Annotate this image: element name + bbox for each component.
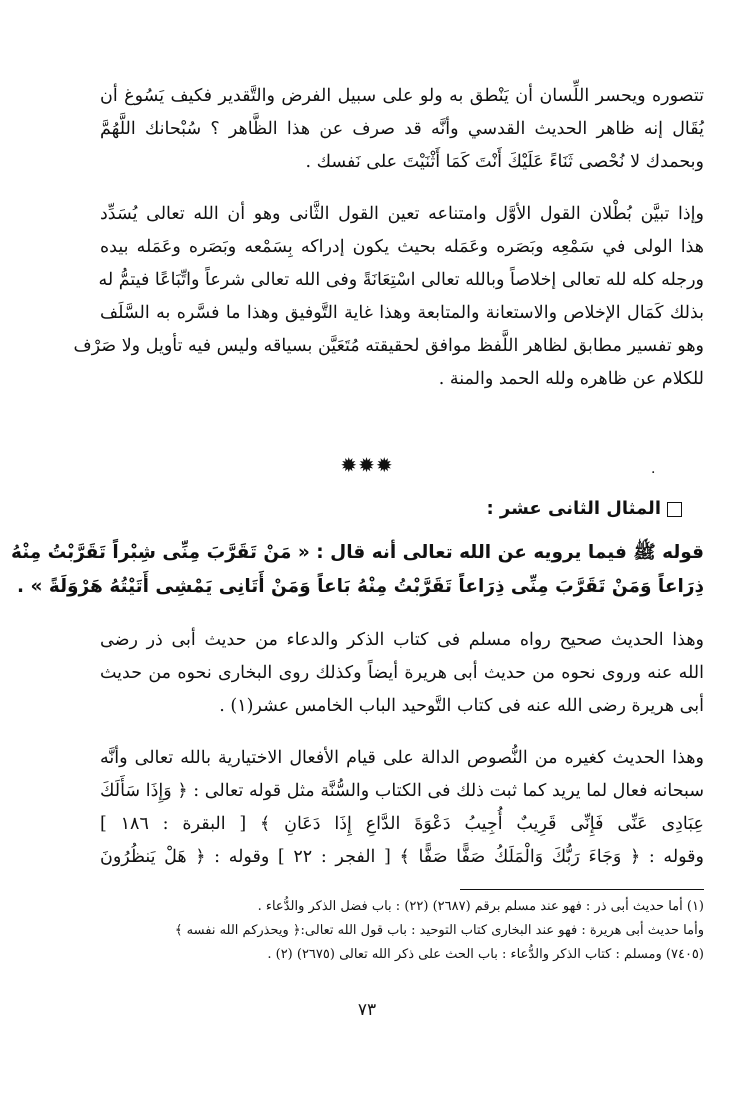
paragraph-1 — [100, 80, 704, 179]
hadith-text — [10, 536, 704, 604]
text-line: بذلك كَمَال الإخلاص والاستعانة والمتابعة وهذا غاية التَّوفيق وهذا ما فسَّره به السَّلَف — [100, 303, 704, 323]
text-line: تتصوره ويحسر اللِّسان أن يَنْطق به ولو على سبيل الفرض والتَّقدير فكيف يَسُوغ أن — [100, 86, 704, 106]
hadith-line: ذِرَاعاً وَمَنْ تَقَرَّبَ مِنِّى ذِرَاعاً تَقَرَّبْتُ مِنْهُ بَاعاً وَمَنْ أَتَانِى يَمْشِى أَتَيْتُهُ هَرْوَلَةً » . — [17, 576, 704, 597]
text-line: للكلام عن ظاهره ولله الحمد والمنة . — [438, 369, 704, 389]
text-line: وبحمدك لا نُحْصى ثَنَاءً عَلَيْكَ أَنْتَ كَمَا أَثْنَيْتَ على نَفسك . — [305, 152, 704, 172]
text-line: وهذا الحديث كغيره من النُّصوص الدالة على قيام الأفعال الاختيارية بالله تعالى وأنَّه — [100, 748, 704, 768]
square-bullet-icon — [667, 502, 682, 517]
text-line: وهذا الحديث صحيح رواه مسلم فى كتاب الذكر والدعاء من حديث أبى ذر رضى — [100, 630, 704, 650]
text-line: يُقَال إنه ظاهر الحديث القدسي وأنَّه قد صرف عن هذا الظَّاهر ؟ سُبْحانك اللَّهُمَّ — [100, 119, 704, 139]
heading-text: المثال الثانى عشر : — [486, 498, 661, 519]
footnote-separator — [460, 889, 704, 890]
paragraph-4 — [100, 742, 704, 874]
text-line: أبى هريرة رضى الله عنه فى كتاب التَّوحيد الباب الخامس عشر(١) . — [219, 696, 704, 716]
text-line: وهو تفسير مطابق لظاهر اللَّفظ موافق لحقيقته مُتَعَيَّن بسياقه وليس فيه تأويل ولا صَرْف — [73, 336, 704, 356]
footnote-line: وأما حديث أبى هريرة : فهو عند البخارى كتاب التوحيد : باب قول الله تعالى:﴿ ويحذركم الله نفسه ﴾ — [174, 923, 704, 938]
text-line: الله عنه وروى نحوه من حديث أبى هريرة أيضاً وكذلك روى البخارى نحوه من حديث — [100, 663, 704, 683]
text-line: عِبَادِى عَنِّى فَإِنِّى قَرِيبٌ أُجِيبُ دَعْوَةَ الدَّاعِ إِذَا دَعَانِ ﴾ [ البقرة : ١٨٦ ] — [100, 814, 704, 834]
footnotes — [110, 895, 704, 967]
text-line: وقوله : ﴿ وَجَاءَ رَبُّكَ وَالْمَلَكُ صَفًّا صَفًّا ﴾ [ الفجر : ٢٢ ] وقوله : ﴿ هَلْ يَنظُرُونَ — [100, 847, 705, 867]
hadith-line: قوله ﷺ فيما يرويه عن الله تعالى أنه قال : « مَنْ تَقَرَّبَ مِنِّى شِبْراً تَقَرَّبْتُ مِنْهُ — [10, 542, 704, 563]
paragraph-3 — [100, 624, 704, 723]
text-line: هذا الولى في سَمْعِه وبَصَره وعَمَله بحيث يكون إدراكه بِسَمْعه وبَصَره وعَمَله بيده — [100, 237, 704, 257]
text-line: سبحانه فعال لما يريد كما ثبت ذلك فى الكتاب والسُّنَّة مثل قوله تعالى : ﴿ وَإِذَا سَأَلَكَ — [100, 781, 704, 801]
section-heading — [486, 494, 682, 524]
page-number: ٧٣ — [357, 1000, 377, 1020]
text-line: ورجله كله لله تعالى إخلاصاً وبالله تعالى اسْتِعَانَةً وفى الله تعالى شرعاً واتِّبَاعًا فيتمُّ له — [98, 270, 704, 290]
stray-dot: · — [651, 465, 656, 481]
paragraph-2 — [73, 198, 704, 396]
section-divider-stars: ✹✹✹ — [340, 453, 394, 477]
text-line: وإذا تبيَّن بُطْلان القول الأوَّل وامتناعه تعين القول الثَّانى وهو أن الله تعالى يُسَدِّد — [100, 204, 704, 224]
footnote-line: (٧٤٠٥) ومسلم : كتاب الذكر والدُّعاء : باب الحث على ذكر الله تعالى (٢٦٧٥) (٢) . — [267, 947, 704, 962]
footnote-line: (١) أما حديث أبى ذر : فهو عند مسلم برقم (٢٦٨٧) (٢٢) : باب فضل الذكر والدُّعاء . — [257, 899, 704, 914]
